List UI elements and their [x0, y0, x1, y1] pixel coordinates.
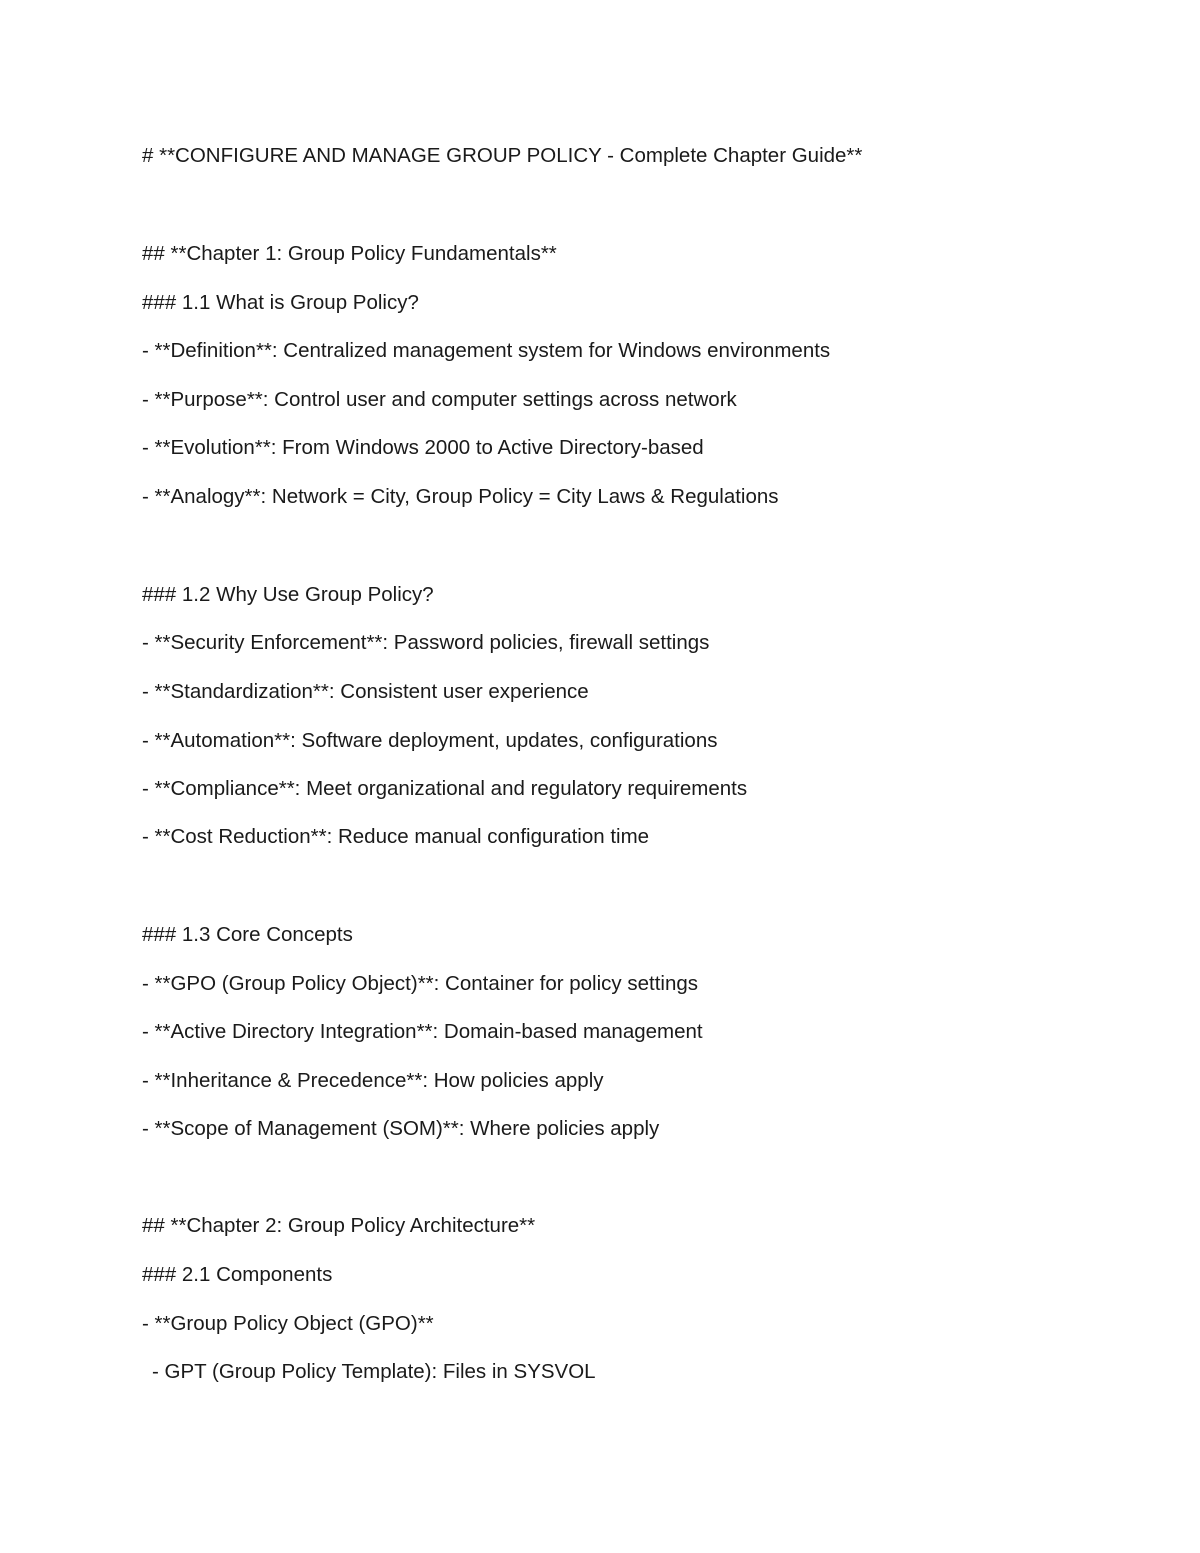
document-title: # **CONFIGURE AND MANAGE GROUP POLICY - Complete Chapter Guide**: [142, 144, 863, 167]
list-item: - **Evolution**: From Windows 2000 to Active Directory-based: [142, 436, 704, 459]
chapter-1-heading: ## **Chapter 1: Group Policy Fundamentals**: [142, 242, 557, 265]
list-item: - **Cost Reduction**: Reduce manual configuration time: [142, 825, 650, 848]
list-item: - **Scope of Management (SOM)**: Where policies apply: [142, 1117, 660, 1140]
list-item: - **Security Enforcement**: Password policies, firewall settings: [142, 631, 710, 654]
list-item: - **Automation**: Software deployment, updates, configurations: [142, 729, 718, 752]
chapter-2-heading: ## **Chapter 2: Group Policy Architecture**: [142, 1214, 536, 1237]
list-item: - **Group Policy Object (GPO)**: [142, 1312, 434, 1335]
section-1-2-heading: ### 1.2 Why Use Group Policy?: [142, 583, 434, 606]
sub-list-item: - GPT (Group Policy Template): Files in SYSVOL: [152, 1360, 596, 1383]
list-item: - **Definition**: Centralized management system for Windows environments: [142, 339, 831, 362]
list-item: - **Compliance**: Meet organizational and regulatory requirements: [142, 777, 748, 800]
section-2-1-heading: ### 2.1 Components: [142, 1263, 333, 1286]
section-1-3-heading: ### 1.3 Core Concepts: [142, 923, 353, 946]
list-item: - **Standardization**: Consistent user experience: [142, 680, 589, 703]
list-item: - **Analogy**: Network = City, Group Policy = City Laws & Regulations: [142, 485, 779, 508]
section-1-1-heading: ### 1.1 What is Group Policy?: [142, 291, 419, 314]
list-item: - **Purpose**: Control user and computer settings across network: [142, 388, 737, 411]
list-item: - **Inheritance & Precedence**: How policies apply: [142, 1069, 604, 1092]
list-item: - **GPO (Group Policy Object)**: Container for policy settings: [142, 972, 698, 995]
list-item: - **Active Directory Integration**: Domain-based management: [142, 1020, 703, 1043]
